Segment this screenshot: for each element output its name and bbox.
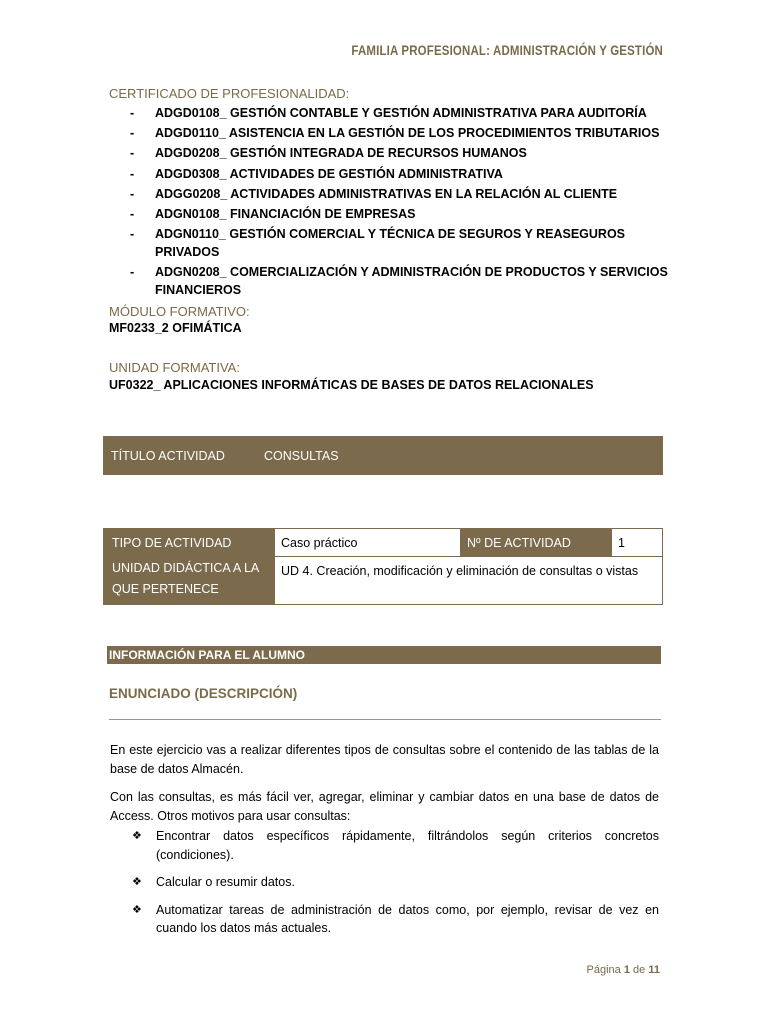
modulo-label: MÓDULO FORMATIVO: (109, 304, 250, 319)
unidad-value: UF0322_ APLICACIONES INFORMÁTICAS DE BASES DE DATOS RELACIONALES (109, 378, 594, 392)
certificado-item: ADGD0108_ GESTIÓN CONTABLE Y GESTIÓN ADMINISTRATIVA PARA AUDITORÍA (155, 106, 647, 120)
dash-bullet: - (130, 186, 135, 201)
diamond-bullet-icon: ❖ (132, 830, 142, 842)
enunciado-heading: ENUNCIADO (DESCRIPCIÓN) (109, 686, 298, 701)
list-item (130, 225, 670, 261)
dash-bullet: - (130, 146, 135, 161)
of-word: de (633, 964, 646, 976)
list-item (130, 144, 670, 162)
bullet-list (132, 827, 659, 938)
list-item (130, 263, 670, 299)
page-word: Página (586, 964, 621, 976)
num-actividad-label: Nº DE ACTIVIDAD (461, 529, 612, 557)
certificado-list (130, 104, 670, 302)
tipo-actividad-label: TIPO DE ACTIVIDAD (104, 529, 275, 557)
certificado-item: ADGN0108_ FINANCIACIÓN DE EMPRESAS (155, 206, 416, 221)
page-total: 11 (648, 964, 660, 976)
modulo-value: MF0233_2 OFIMÁTICA (109, 321, 242, 335)
dash-bullet: - (130, 227, 135, 242)
titulo-actividad-value: CONSULTAS (264, 449, 339, 463)
list-item (132, 901, 659, 938)
certificado-item: ADGG0208_ ACTIVIDADES ADMINISTRATIVAS EN LA RELACIÓN AL CLIENTE (155, 186, 618, 201)
dash-bullet: - (130, 106, 135, 120)
titulo-actividad-bar (103, 436, 663, 475)
list-item (130, 205, 670, 223)
bullet-text: Encontrar datos específicos rápidamente, filtrándolos según criterios concretos (condiciones). (156, 829, 659, 862)
unidad-didactica-label: UNIDAD DIDÁCTICA A LA QUE PERTENECE (104, 557, 275, 605)
titulo-actividad-label: TÍTULO ACTIVIDAD (111, 449, 225, 463)
certificado-item: ADGD0110_ ASISTENCIA EN LA GESTIÓN DE LOS PROCEDIMIENTOS TRIBUTARIOS (155, 126, 660, 141)
dash-bullet: - (130, 126, 135, 141)
page-footer (587, 964, 660, 976)
list-item (130, 165, 670, 183)
num-actividad-value: 1 (612, 529, 663, 557)
list-item (130, 124, 670, 142)
list-item (130, 104, 670, 122)
list-item (132, 827, 659, 864)
paragraph-2: Con las consultas, es más fácil ver, agregar, eliminar y cambiar datos en una base de datos de Access. Otros motivos para usar consultas: (110, 790, 659, 823)
actividad-table (103, 528, 663, 605)
header-title: FAMILIA PROFESIONAL: ADMINISTRACIÓN Y GESTIÓN (351, 42, 663, 58)
certificado-item: ADGD0208_ GESTIÓN INTEGRADA DE RECURSOS HUMANOS (155, 146, 527, 161)
certificado-item: ADGN0110_ GESTIÓN COMERCIAL Y TÉCNICA DE SEGUROS Y REASEGUROS PRIVADOS (155, 227, 626, 260)
info-alumno-bar (107, 646, 661, 664)
info-alumno-label: INFORMACIÓN PARA EL ALUMNO (109, 648, 305, 662)
certificado-item: ADGD0308_ ACTIVIDADES DE GESTIÓN ADMINISTRATIVA (155, 166, 503, 181)
certificado-label: CERTIFICADO DE PROFESIONALIDAD: (109, 86, 350, 101)
certificado-item: ADGN0208_ COMERCIALIZACIÓN Y ADMINISTRACIÓN DE PRODUCTOS Y SERVICIOS FINANCIEROS (155, 265, 668, 298)
list-item (132, 873, 659, 892)
paragraph-1: En este ejercicio vas a realizar diferentes tipos de consultas sobre el contenido de las tablas de la base de datos Almacén. (110, 743, 659, 776)
tipo-actividad-value: Caso práctico (275, 529, 461, 557)
unidad-didactica-value: UD 4. Creación, modificación y eliminación de consultas o vistas (275, 557, 663, 605)
bullet-text: Automatizar tareas de administración de datos como, por ejemplo, revisar de vez en cuando los datos más actuales. (156, 902, 659, 935)
dash-bullet: - (130, 265, 135, 280)
page-number: 1 (623, 964, 630, 976)
bullet-text: Calcular o resumir datos. (156, 875, 295, 889)
divider (109, 719, 661, 720)
list-item (130, 185, 670, 203)
dash-bullet: - (130, 166, 135, 181)
diamond-bullet-icon: ❖ (132, 903, 142, 916)
dash-bullet: - (130, 206, 135, 221)
unidad-label: UNIDAD FORMATIVA: (109, 360, 240, 375)
diamond-bullet-icon: ❖ (132, 876, 142, 888)
